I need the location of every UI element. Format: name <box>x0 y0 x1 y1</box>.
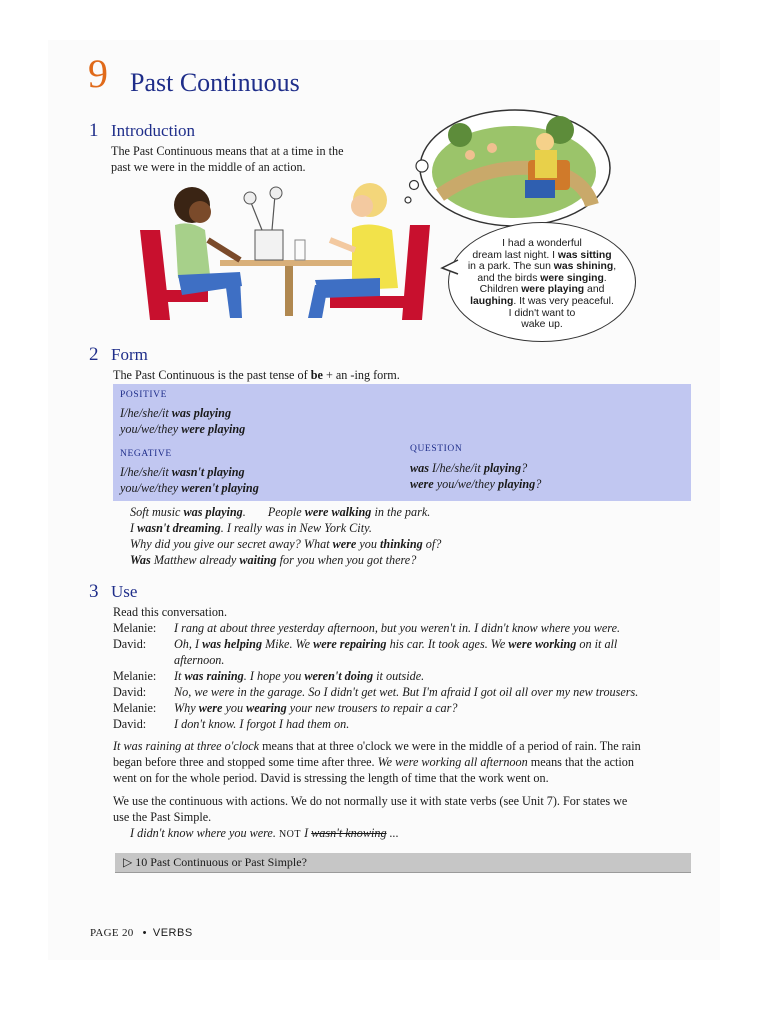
form-subject: you/we/they <box>120 481 182 495</box>
example-verb: thinking <box>380 537 423 551</box>
form-verb: was playing <box>171 406 232 420</box>
form-subject: I/he/she/it <box>120 465 172 479</box>
page-number: PAGE 20 <box>90 927 134 939</box>
form-subject: I/he/she/it <box>120 406 172 420</box>
conversation-line: I don't know. I forgot I had them on. <box>174 717 350 731</box>
speaker: David: <box>113 717 147 731</box>
section-1-title: Introduction <box>111 121 196 140</box>
speaker: Melanie: <box>113 621 157 635</box>
bubble-verb: were singing <box>540 272 604 284</box>
example-text: I <box>130 521 138 535</box>
example-verb: was playing <box>183 505 243 519</box>
speaker: Melanie: <box>113 701 157 715</box>
form-subject: you/we/they <box>433 477 499 491</box>
footer-bullet: • <box>142 927 147 939</box>
conversation-lead: Read this conversation. <box>113 605 228 619</box>
conversation-line: on it all <box>576 637 618 651</box>
example-verb: were <box>332 537 357 551</box>
form-intro-text: + an -ing form. <box>322 368 400 382</box>
conversation-line: his car. It took ages. We <box>386 637 509 651</box>
intro-line-1: The Past Continuous means that at a time in the <box>111 144 344 158</box>
conversation-verb: were repairing <box>313 637 387 651</box>
dream-cloud <box>420 110 610 226</box>
form-punct: ? <box>521 461 528 475</box>
form-subject: I/he/she/it <box>428 461 484 475</box>
cross-reference-link[interactable]: ▷ 10 Past Continuous or Past Simple? <box>123 855 307 869</box>
form-verb: were <box>410 477 434 491</box>
form-verb: playing <box>483 461 522 475</box>
form-intro <box>113 367 400 383</box>
section-2-title: Form <box>111 345 148 364</box>
example-verb: waiting <box>239 553 277 567</box>
intro-line-2: past we were in the middle of an action. <box>111 160 306 174</box>
negative-forms <box>120 464 259 496</box>
chapter-title: Past Continuous <box>130 68 300 97</box>
conversation-line: No, we were in the garage. So I didn't get wet. But I'm afraid I got oil all over my new trousers. <box>174 685 639 699</box>
explanation-text: began before three and stopped some time after three. <box>113 755 378 769</box>
footer-section: VERBS <box>152 927 193 939</box>
example-text: I didn't know where you were. <box>130 826 279 840</box>
chapter-number: 9 <box>88 51 108 96</box>
section-1-number: 1 <box>89 120 99 141</box>
example-text: Why did you give our secret away? What <box>130 537 333 551</box>
conversation-verb: wearing <box>246 701 287 715</box>
not-label: NOT <box>278 829 302 840</box>
form-punct: ? <box>535 477 542 491</box>
conversation-verb: was helping <box>202 637 263 651</box>
form-subject: you/we/they <box>120 422 182 436</box>
example-text: you <box>356 537 381 551</box>
conversation-line: Why <box>174 701 199 715</box>
bubble-text: . <box>603 272 607 284</box>
example-text: Soft music <box>130 505 184 519</box>
form-verb: weren't playing <box>181 481 259 495</box>
question-label: QUESTION <box>410 444 463 454</box>
bubble-line: I didn't want to <box>508 307 576 319</box>
speaker: David: <box>113 637 147 651</box>
example-text: for you when you got there? <box>276 553 417 567</box>
explanation-text: went on for the whole period. David is stressing the length of time that the work went on. <box>113 771 549 785</box>
conversation-line: afternoon. <box>174 653 225 667</box>
girl-left <box>140 187 242 320</box>
page-footer <box>90 927 193 939</box>
bubble-text: , <box>613 261 617 273</box>
bubble-text: and the birds <box>477 272 541 284</box>
conversation-verb: was raining <box>184 669 244 683</box>
speaker: David: <box>113 685 147 699</box>
positive-label: POSITIVE <box>120 390 168 400</box>
conversation-line: it outside. <box>373 669 425 683</box>
conversation-verb: weren't doing <box>304 669 374 683</box>
speech-bubble-tail <box>440 258 460 278</box>
bubble-text: and <box>584 284 605 296</box>
section-3-title: Use <box>111 582 138 601</box>
wrong-form: wasn't knowing <box>311 826 387 840</box>
bubble-text: dream last night. I <box>472 249 558 261</box>
conversation-line: . I hope you <box>243 669 305 683</box>
example-text: I <box>301 826 312 840</box>
example-verb: Was <box>130 553 151 567</box>
conversation-verb: were working <box>508 637 577 651</box>
cross-reference-bar[interactable] <box>115 853 691 873</box>
conversation-line: It <box>174 669 185 683</box>
conversation-verb: were <box>198 701 223 715</box>
bubble-verb: laughing <box>470 295 514 307</box>
conversation-line: Oh, I <box>174 637 203 651</box>
example-text: ... <box>386 826 399 840</box>
speech-bubble-text <box>460 238 624 331</box>
example-text: of? <box>422 537 442 551</box>
girl-right <box>308 183 430 320</box>
negative-label: NEGATIVE <box>120 449 172 459</box>
explanation-paragraph-2 <box>113 793 703 825</box>
explanation-text: We use the continuous with actions. We do not normally use it with state verbs (see Unit 7). For states we <box>113 794 628 808</box>
form-verb: playing <box>498 477 536 491</box>
explanation-text: means that at three o'clock we were in the middle of a period of rain. The rain <box>259 739 641 753</box>
bubble-verb: were playing <box>521 284 585 296</box>
example-verb: wasn't dreaming <box>137 521 221 535</box>
conversation-line: your new trousers to repair a car? <box>286 701 458 715</box>
speaker: Melanie: <box>113 669 157 683</box>
conversation-line: you <box>222 701 247 715</box>
bubble-line: I had a wonderful <box>502 238 582 249</box>
explanation-text: use the Past Simple. <box>113 810 212 824</box>
bubble-text: . It was very peaceful. <box>513 295 614 307</box>
bubble-verb: was shining <box>553 261 614 273</box>
conversation-line: Mike. We <box>262 637 314 651</box>
form-verb: was <box>410 461 429 475</box>
conversation-line: I rang at about three yesterday afternoon, but you weren't in. I didn't know where you were. <box>174 621 621 635</box>
form-intro-be: be <box>310 368 323 382</box>
example-text: in the park. <box>371 505 431 519</box>
example-text: . I really was in New York City. <box>220 521 372 535</box>
section-2-number: 2 <box>89 344 99 365</box>
question-forms <box>410 460 541 492</box>
explanation-paragraph-1 <box>113 738 703 786</box>
form-verb: were playing <box>181 422 246 436</box>
example-text: Matthew already <box>150 553 240 567</box>
form-intro-text: The Past Continuous is the past tense of <box>113 368 311 382</box>
explanation-example: We were working all afternoon <box>377 755 528 769</box>
conversation <box>113 620 703 732</box>
positive-forms <box>120 405 245 437</box>
not-example <box>130 825 399 843</box>
example-text: . <box>242 505 246 519</box>
explanation-text: means that the action <box>527 755 634 769</box>
example-text: People <box>267 505 305 519</box>
bubble-text: Children <box>479 284 522 296</box>
form-verb: wasn't playing <box>171 465 245 479</box>
example-verb: were walking <box>304 505 372 519</box>
bubble-text: in a park. The sun <box>467 261 554 273</box>
section-3-number: 3 <box>89 581 99 602</box>
form-examples <box>130 504 441 568</box>
bubble-verb: was sitting <box>557 249 612 261</box>
explanation-example: It was raining at three o'clock <box>113 739 260 753</box>
bubble-line: wake up. <box>521 319 563 331</box>
